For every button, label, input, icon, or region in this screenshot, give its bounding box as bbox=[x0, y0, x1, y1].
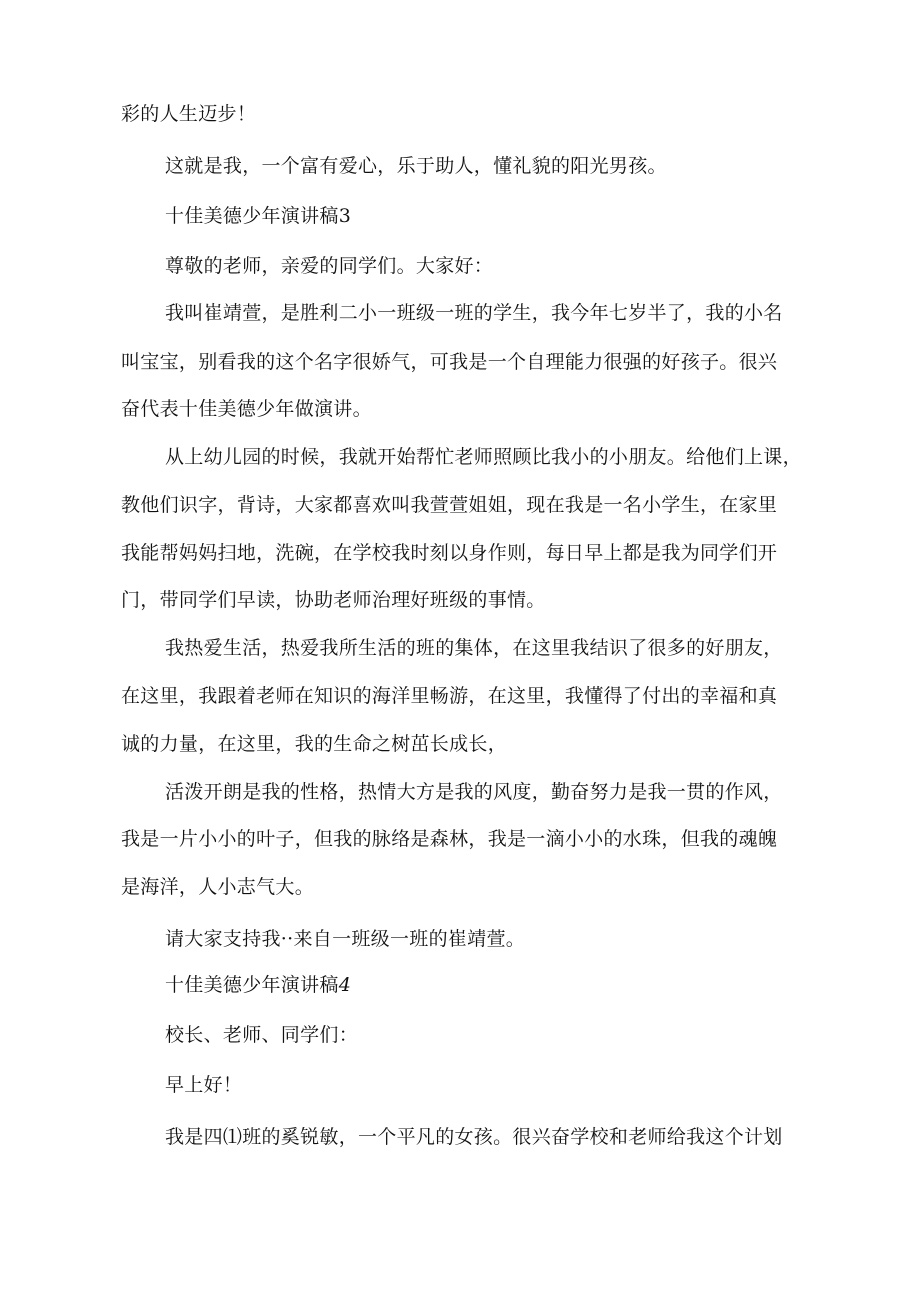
text-line: 教他们识字，背诗，大家都喜欢叫我萱萱姐姐，现在我是一名小学生，在家里 bbox=[121, 494, 778, 516]
text-line: 在这里，我跟着老师在知识的海洋里畅游，在这里，我懂得了付出的幸福和真 bbox=[121, 685, 778, 707]
text-line: 门，带同学们早读，协助老师治理好班级的事情。 bbox=[121, 589, 546, 611]
text-line: 这就是我，一个富有爱心，乐于助人，懂礼貌的阳光男孩。 bbox=[165, 155, 667, 177]
text-line: 早上好！ bbox=[165, 1074, 243, 1096]
text-line: 尊敬的老师，亲爱的同学们。大家好： bbox=[165, 255, 494, 277]
text-line: 我是一片小小的叶子，但我的脉络是森林，我是一滴小小的水珠，但我的魂魄 bbox=[121, 828, 778, 850]
text-line: 活泼开朗是我的性格，热情大方是我的风度，勤奋努力是我一贯的作风， bbox=[165, 781, 783, 803]
text-line: 是海洋，人小志气大。 bbox=[121, 876, 315, 898]
section-heading: 十佳美德少年演讲稿3 bbox=[165, 205, 352, 227]
text-line: 诚的力量，在这里，我的生命之树茁长成长， bbox=[121, 733, 508, 755]
text-line: 我是四⑴班的奚锐敏，一个平凡的女孩。很兴奋学校和老师给我这个计划 bbox=[165, 1126, 783, 1148]
text-line: 请大家支持我··来自一班级一班的崔靖萱。 bbox=[165, 928, 526, 950]
text-line: 我叫崔靖萱，是胜利二小一班级一班的学生，我今年七岁半了，我的小名 bbox=[165, 302, 783, 324]
text-line: 叫宝宝，别看我的这个名字很娇气，可我是一个自理能力很强的好孩子。很兴 bbox=[121, 351, 778, 373]
text-line: 奋代表十佳美德少年做演讲。 bbox=[121, 398, 372, 420]
text-line: 校长、老师、同学们： bbox=[165, 1024, 359, 1046]
text-line: 我能帮妈妈扫地，洗碗，在学校我时刻以身作则，每日早上都是我为同学们开 bbox=[121, 542, 778, 564]
section-heading-number: 4 bbox=[338, 974, 352, 996]
text-line: 从上幼儿园的时候，我就开始帮忙老师照顾比我小的小朋友。给他们上课， bbox=[165, 446, 802, 468]
section-heading bbox=[165, 972, 351, 998]
text-line: 彩的人生迈步！ bbox=[121, 103, 257, 125]
text-line: 我热爱生活，热爱我所生活的班的集体，在这里我结识了很多的好朋友， bbox=[165, 637, 783, 659]
section-heading-text: 十佳美德少年演讲稿 bbox=[165, 974, 339, 996]
